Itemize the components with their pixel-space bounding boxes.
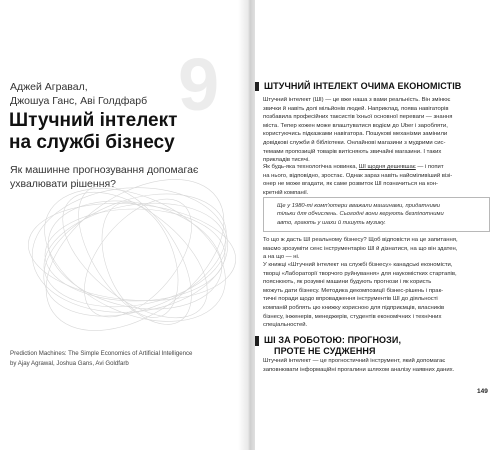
text-line: онер не може вгадати, як саме розвиток ШІ позначиться на кон- <box>263 181 438 188</box>
text-line: тичні поради щодо впровадження інструментів ШІ до діяльності <box>263 296 438 303</box>
text-line: То що ж дасть ШІ реальному бізнесу? Щоб відповісти на це запитання, <box>263 237 458 243</box>
section-heading-text <box>264 335 401 357</box>
book-title <box>9 110 177 154</box>
section-heading <box>255 81 461 92</box>
text-line: заповнювати інформаційні прогалини шляхом аналізу наявних даних. <box>263 366 455 373</box>
right-page <box>255 0 500 450</box>
quote-box <box>263 197 490 232</box>
paragraph <box>263 236 493 262</box>
text-line: Штучний інтелект (ШІ) — це вже наша з вами реальність. Він змінює <box>263 97 451 103</box>
text-line: спеціальностей. <box>263 322 308 329</box>
text-line: на нього, відповідно, зростає. Однак зараз навіть найсміливіший візі- <box>263 172 453 179</box>
heading-marker <box>255 336 259 346</box>
text-line: можуть дати бізнесу. Методика декомпозиції бізнес-рішень і прак- <box>263 287 444 294</box>
text-line: довідкові служби й бібліотеки. Онлайнові магазини з мудрими сис- <box>263 139 446 146</box>
quote-line: авто, грають у шахи й пишуть музику. <box>277 219 386 226</box>
paragraph <box>263 163 493 197</box>
author-line: Аджей Агравал, <box>10 81 88 93</box>
section-heading <box>255 335 401 357</box>
paragraph <box>263 96 493 165</box>
author-line: Джошуа Ганс, Аві Голдфарб <box>10 95 148 107</box>
text-line: а на що — ні. <box>263 254 300 261</box>
swirl-illustration <box>0 170 248 360</box>
subtitle-line: Як машинне прогнозування допомагає <box>10 164 199 176</box>
quote-text <box>277 202 444 227</box>
credit-line: Prediction Machines: The Simple Economics of Artificial Intelligence <box>10 350 193 357</box>
quote-line: тільки для обчислень. Сьогодні вони керують безпілотними <box>277 211 444 218</box>
text-line: прикладів тисячі. <box>263 157 310 164</box>
paragraph <box>263 261 493 330</box>
text-line: міста. Тепер кожен може влаштуватися водієм до Uber і заробляти, <box>263 122 448 129</box>
authors <box>10 80 147 108</box>
subtitle-line: ухвалювати рішення? <box>10 178 117 190</box>
underlined-phrase: ШІ щодня дешевшає <box>358 164 416 170</box>
text-line: У книжці «Штучний інтелект на службі бізнесу» канадські економісти, <box>263 262 453 268</box>
text-line: кретній компанії. <box>263 189 309 196</box>
heading-line: ПРОТЕ НЕ СУДЖЕННЯ <box>274 346 376 356</box>
text-line: звички й навіть долі мільйонів людей. Наприклад, поява навігаторів <box>263 105 449 112</box>
text-line: користуючись підказками навігатора. Пошукові механізми замінили <box>263 131 448 138</box>
title-line: на службі бізнесу <box>9 132 175 153</box>
chapter-number: 9 <box>178 43 220 126</box>
title-line: Штучний інтелект <box>9 110 178 131</box>
text-line <box>263 163 493 172</box>
quote-line: Ще у 1980-ті комп'ютери вважали машинами, придатними <box>277 203 440 209</box>
text-line: компаній роблять цю книжку корисною для підприємців, власників <box>263 304 445 311</box>
text-line: Штучний інтелект — це прогностичний інструмент, який допомагає <box>263 358 446 364</box>
left-page <box>0 0 248 450</box>
heading-marker <box>255 82 259 91</box>
text-fragment: — і попит <box>415 164 444 170</box>
section-heading-text: ШТУЧНИЙ ІНТЕЛЕКТ ОЧИМА ЕКОНОМІСТІВ <box>264 81 462 91</box>
text-fragment: Як будь-яка технологічна новинка, <box>263 164 359 170</box>
text-line: позбавила професійних таксистів їхньої основної переваги — знання <box>263 114 453 121</box>
paragraph <box>263 357 493 374</box>
text-line: темами пропозицій товарів витісняють звичайні магазини. І таких <box>263 148 442 155</box>
heading-line: ШІ ЗА РОБОТОЮ: ПРОГНОЗИ, <box>264 335 402 345</box>
text-line: маємо зрозуміти сенс інструментарію ШІ й дізнатися, на що він здатен, <box>263 245 458 252</box>
page-number: 149 <box>477 388 488 395</box>
text-line: творці «Лабораторії творчого руйнування» для наукомістких стартапів, <box>263 270 457 277</box>
text-line: пояснюють, як розумні машини будують прогнози і як користь <box>263 279 432 286</box>
text-line: бізнесу, інженерів, менеджерів, студентів економічних і технічних <box>263 313 442 320</box>
credit-line: by Ajay Agrawal, Joshua Gans, Avi Goldfarb <box>10 360 129 367</box>
original-credits <box>10 349 246 369</box>
